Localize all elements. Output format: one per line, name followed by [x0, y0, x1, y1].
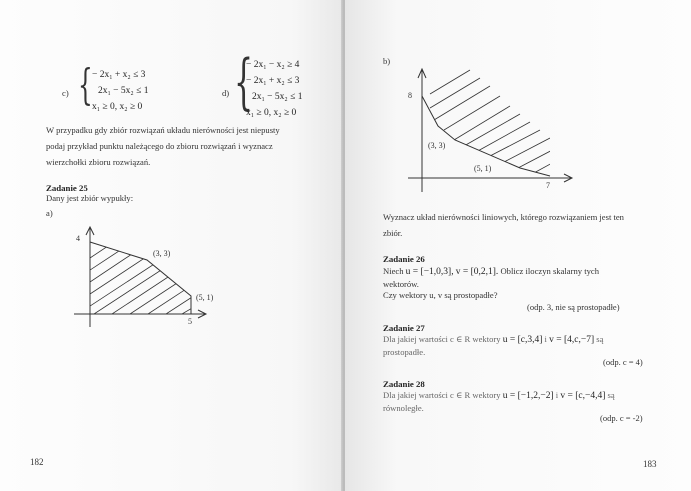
zadanie-25-text: Dany jest zbiór wypukły: [46, 193, 134, 203]
zadanie-26-heading: Zadanie 26 [383, 254, 425, 264]
zadanie-27-line-1 [383, 334, 603, 346]
system-c-label: c) [62, 88, 69, 98]
zadanie-28-line-1 [383, 390, 615, 402]
zadanie-27-answer: (odp. c = 4) [603, 357, 643, 367]
system-d-brace: { [234, 47, 254, 117]
hatching-a [84, 222, 209, 314]
zadanie-28-and: i [555, 390, 559, 400]
instruction-line-2: zbiór. [383, 228, 403, 238]
zadanie-26-u: u = [−1,0,3], [405, 267, 454, 277]
paragraph-line-1: W przypadku gdy zbiór rozwiązań układu nierówności jest niepusty [46, 125, 280, 135]
zadanie-27-heading: Zadanie 27 [383, 323, 425, 333]
system-d-label: d) [222, 88, 230, 98]
convex-set-figure-a [64, 222, 214, 337]
zadanie-26-text-a: Niech [383, 266, 406, 276]
zadanie-26-line-1 [383, 266, 599, 278]
x-tick-b: 7 [546, 181, 550, 190]
zadanie-25-part-a: a) [46, 208, 53, 218]
zadanie-28-heading: Zadanie 28 [383, 379, 425, 389]
region-outline-a [90, 242, 191, 314]
system-c-line-1: − 2x₁ + x₂ ≤ 3 [92, 70, 146, 80]
zadanie-26-answer: (odp. 3, nie są prostopadłe) [527, 302, 620, 312]
zadanie-26-line-3: Czy wektory u, v są prostopadłe? [383, 290, 498, 300]
zadanie-28-text-a: Dla jakiej wartości c ∈ R wektory [383, 390, 501, 400]
point-label-b-2: (5, 1) [474, 164, 492, 173]
zadanie-26-line-2: wektorów. [383, 279, 419, 289]
system-d-line-2: − 2x₁ + x₂ ≤ 3 [246, 76, 300, 86]
zadanie-26-text-b: Oblicz iloczyn skalarny tych [500, 266, 600, 276]
zadanie-27-line-2: prostopadłe. [383, 347, 426, 357]
system-d-line-3: 2x₁ − 5x₂ ≤ 1 [252, 92, 303, 102]
zadanie-28-u: u = [−1,2,−2] [502, 391, 554, 401]
system-c-line-2: 2x₁ − 5x₂ ≤ 1 [98, 86, 149, 96]
convex-set-figure-b [400, 64, 580, 194]
zadanie-28-text-b: są [607, 390, 615, 400]
zadanie-28-v: v = [c,−4,4] [560, 391, 606, 401]
point-label-a-1: (3, 3) [153, 249, 171, 258]
zadanie-28-line-2: równoległe. [383, 403, 424, 413]
system-d-line-1: − 2x₁ − x₂ ≥ 4 [246, 60, 300, 70]
zadanie-26-v: v = [0,2,1]. [455, 267, 499, 277]
system-c-line-3: x₁ ≥ 0, x₂ ≥ 0 [92, 102, 143, 112]
right-page [345, 0, 691, 491]
system-c-brace: { [78, 60, 93, 109]
instruction-line-1: Wyznacz układ nierówności liniowych, którego rozwiązaniem jest ten [383, 212, 624, 222]
y-tick-b: 8 [408, 91, 412, 100]
x-tick-a: 5 [188, 317, 192, 326]
zadanie-27-u: u = [c,3,4] [502, 335, 543, 345]
zadanie-28-answer: (odp. c = -2) [600, 413, 643, 423]
zadanie-27-text-a: Dla jakiej wartości c ∈ R wektory [383, 334, 501, 344]
paragraph-line-3: wierzchołki zbioru rozwiązań. [46, 157, 151, 167]
left-page [0, 0, 343, 491]
y-tick-a: 4 [76, 234, 80, 243]
point-label-a-2: (5, 1) [196, 293, 214, 302]
page-number-left: 182 [30, 457, 44, 467]
point-label-b-1: (3, 3) [428, 141, 446, 150]
zadanie-27-text-b: są [596, 334, 604, 344]
part-b-label: b) [383, 56, 391, 66]
page-number-right: 183 [643, 459, 657, 469]
zadanie-25-heading: Zadanie 25 [46, 183, 88, 193]
zadanie-27-v: v = [4,c,−7] [549, 335, 595, 345]
paragraph-line-2: podaj przykład punktu należącego do zbioru rozwiązań i wyznacz [46, 141, 273, 151]
system-d-line-4: x₁ ≥ 0, x₂ ≥ 0 [246, 108, 297, 118]
zadanie-27-and: i [544, 334, 547, 344]
